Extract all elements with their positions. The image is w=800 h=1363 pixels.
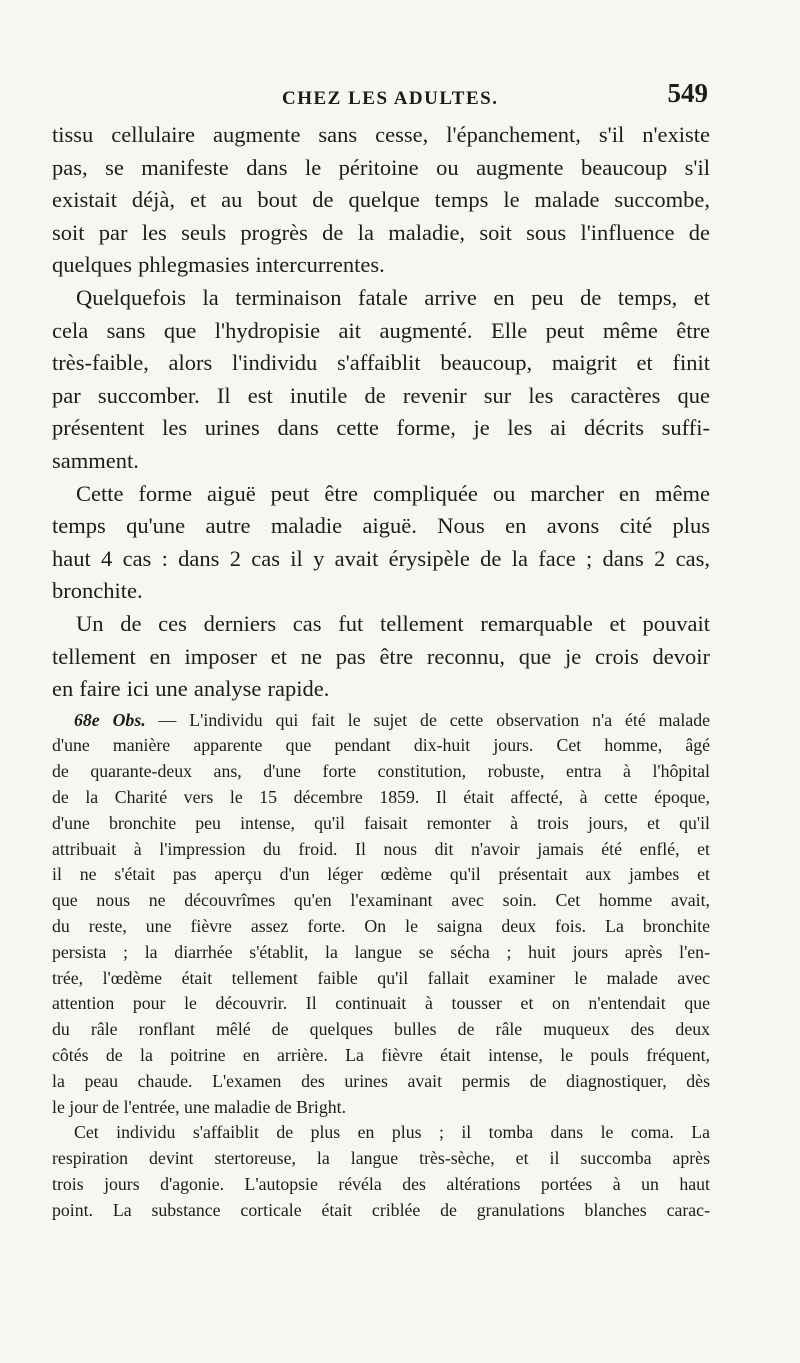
text-line: du reste, une fièvre assez forte. On le saigna deux fois. La bronchite [52, 916, 710, 937]
text-line: tellement en imposer et ne pas être reconnu, que je crois devoir [52, 643, 710, 669]
text-line: samment. [52, 447, 139, 473]
text-line: trois jours d'agonie. L'autopsie révéla des altérations portées à un haut [52, 1174, 710, 1195]
text-line: la peau chaude. L'examen des urines avait permis de diagnostiquer, dès [52, 1070, 710, 1091]
text-line: quelques phlegmasies intercurrentes. [52, 252, 385, 278]
running-head: CHEZ LES ADULTES. [282, 88, 499, 109]
text-line: cela sans que l'hydropisie ait augmenté. Elle peut même être [52, 317, 710, 343]
text-line: soit par les seuls progrès de la maladie, soit sous l'influence de [52, 219, 710, 245]
text-line: bronchite. [52, 578, 143, 604]
text-line: côtés de la poitrine en arrière. La fièvre était intense, le pouls fréquent, [52, 1045, 710, 1066]
text-line: le jour de l'entrée, une maladie de Bright. [52, 1096, 347, 1117]
page-number: 549 [667, 78, 708, 108]
text-line: par succomber. Il est inutile de revenir sur les caractères que [52, 382, 710, 408]
paragraph-4 [52, 608, 710, 706]
text-line: de quarante-deux ans, d'une forte constitution, robuste, entra à l'hôpital [52, 761, 710, 782]
text-line: d'une bronchite peu intense, qu'il faisait remonter à trois jours, et qu'il [52, 812, 710, 833]
final-paragraph [52, 1120, 710, 1223]
text-line: il ne s'était pas aperçu d'un léger œdème qu'il présentait aux jambes et [52, 864, 710, 885]
text-line: respiration devint stertoreuse, la langue très-sèche, et il succomba après [52, 1148, 710, 1169]
text-line: 68e Obs. — L'individu qui fait le sujet de cette observation n'a été malade [74, 709, 710, 730]
text-line: attention pour le découvrir. Il continuait à tousser et on n'entendait que [52, 993, 710, 1014]
text-line: Un de ces derniers cas fut tellement remarquable et pouvait [76, 610, 710, 636]
text-line: en faire ici une analyse rapide. [52, 676, 330, 702]
text-line: tissu cellulaire augmente sans cesse, l'épanchement, s'il n'existe [52, 122, 710, 147]
text-line: Cet individu s'affaiblit de plus en plus ; il tomba dans le coma. La [74, 1122, 710, 1143]
text-line: temps qu'une autre maladie aiguë. Nous en avons cité plus [52, 513, 710, 539]
text-line: trée, l'œdème était tellement faible qu'il fallait examiner le malade avec [52, 967, 710, 988]
paragraph-3 [52, 478, 710, 608]
observation-label: 68e Obs. [74, 709, 146, 730]
text-line: que nous ne découvrîmes qu'en l'examinant avec soin. Cet homme avait, [52, 890, 710, 911]
text-line: point. La substance corticale était criblée de granulations blanches carac- [52, 1199, 710, 1220]
text-line: du râle ronflant mêlé de quelques bulles de râle muqueux des deux [52, 1019, 710, 1040]
text-line: d'une manière apparente que pendant dix-huit jours. Cet homme, âgé [52, 735, 710, 756]
page-header [52, 78, 708, 118]
text-line: Quelquefois la terminaison fatale arrive en peu de temps, et [76, 284, 710, 310]
text-line: pas, se manifeste dans le péritoine ou augmente beaucoup s'il [52, 154, 710, 180]
observation-block [52, 708, 710, 1121]
body-text [52, 119, 710, 1224]
text-line: haut 4 cas : dans 2 cas il y avait érysipèle de la face ; dans 2 cas, [52, 545, 710, 571]
text-line: de la Charité vers le 15 décembre 1859. Il était affecté, à cette époque, [52, 787, 710, 808]
paragraph-2 [52, 282, 710, 478]
text-line: persista ; la diarrhée s'établit, la langue se sécha ; huit jours après l'en- [52, 941, 710, 962]
text-line: existait déjà, et au bout de quelque temps le malade succombe, [52, 187, 710, 213]
text-line: présentent les urines dans cette forme, je les ai décrits suffi- [52, 415, 710, 441]
text-line: Cette forme aiguë peut être compliquée ou marcher en même [76, 480, 710, 506]
text-line: très-faible, alors l'individu s'affaiblit beaucoup, maigrit et finit [52, 350, 710, 376]
paragraph-1 [52, 119, 710, 282]
text-line: attribuait à l'impression du froid. Il nous dit n'avoir jamais été enflé, et [52, 838, 710, 859]
